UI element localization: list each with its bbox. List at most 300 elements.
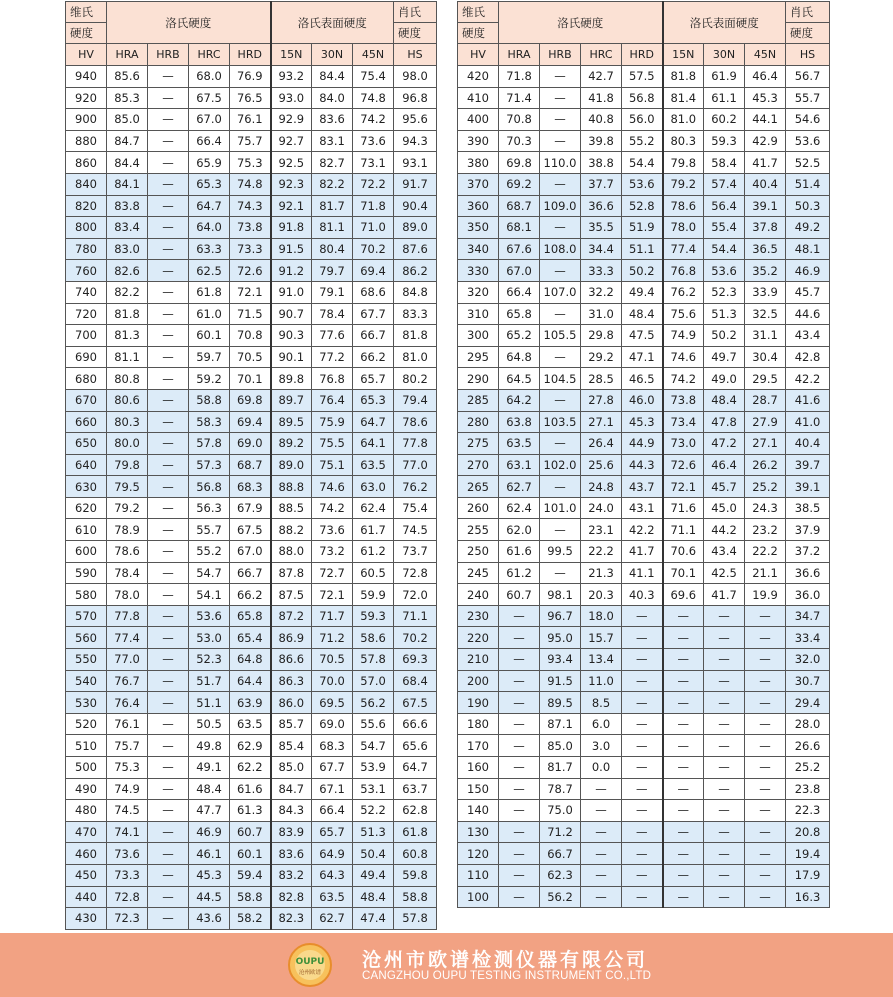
table-cell: 53.6: [786, 130, 830, 152]
table-cell: 80.8: [107, 368, 148, 390]
table-cell: 84.4: [107, 152, 148, 174]
table-cell: 45.7: [786, 281, 830, 303]
table-row: [458, 454, 830, 476]
table-cell: 66.7: [540, 843, 581, 865]
table-cell: 550: [66, 649, 107, 671]
table-cell: —: [622, 886, 663, 908]
table-cell: 33.4: [786, 627, 830, 649]
table-cell: 72.1: [312, 584, 353, 606]
table-cell: 79.5: [107, 476, 148, 498]
vickers-header-sub: 硬度: [66, 23, 107, 44]
table-cell: 78.0: [107, 584, 148, 606]
table-cell: 210: [458, 649, 499, 671]
table-cell: 88.2: [271, 519, 312, 541]
table-cell: 70.3: [499, 130, 540, 152]
table-row: [458, 519, 830, 541]
table-cell: 83.0: [107, 238, 148, 260]
table-cell: 73.8: [663, 389, 704, 411]
table-cell: —: [148, 735, 189, 757]
table-cell: —: [540, 217, 581, 239]
table-cell: 320: [458, 281, 499, 303]
table-cell: 79.2: [663, 173, 704, 195]
table-cell: 53.6: [189, 605, 230, 627]
table-cell: 66.4: [189, 130, 230, 152]
table-cell: 56.2: [540, 886, 581, 908]
table-cell: 65.6: [394, 735, 437, 757]
table-cell: 66.6: [394, 713, 437, 735]
table-cell: 92.5: [271, 152, 312, 174]
table-row: [66, 649, 437, 671]
table-cell: 72.1: [230, 281, 271, 303]
table-row: [66, 735, 437, 757]
table-cell: —: [148, 238, 189, 260]
table-cell: 180: [458, 713, 499, 735]
table-cell: 50.2: [622, 260, 663, 282]
table-cell: 17.9: [786, 864, 830, 886]
table-cell: 86.6: [271, 649, 312, 671]
table-cell: 81.8: [663, 66, 704, 88]
table-cell: 29.4: [786, 692, 830, 714]
table-cell: 27.9: [745, 411, 786, 433]
table-cell: —: [622, 800, 663, 822]
table-cell: —: [148, 433, 189, 455]
table-cell: 72.8: [394, 562, 437, 584]
table-cell: 83.6: [312, 109, 353, 131]
table-cell: 33.3: [581, 260, 622, 282]
table-cell: 91.8: [271, 217, 312, 239]
table-row: [66, 454, 437, 476]
table-cell: 50.5: [189, 713, 230, 735]
table-cell: 58.4: [704, 152, 745, 174]
table-row: [458, 649, 830, 671]
table-cell: 81.8: [394, 325, 437, 347]
table-cell: 48.1: [786, 238, 830, 260]
table-cell: 47.1: [622, 346, 663, 368]
table-cell: 295: [458, 346, 499, 368]
table-cell: 53.9: [353, 757, 394, 779]
table-cell: 74.2: [312, 497, 353, 519]
table-row: [66, 325, 437, 347]
table-cell: 59.9: [353, 584, 394, 606]
table-cell: —: [540, 433, 581, 455]
table-cell: —: [148, 346, 189, 368]
table-cell: 610: [66, 519, 107, 541]
table-row: [66, 908, 437, 930]
table-cell: 53.0: [189, 627, 230, 649]
table-cell: 81.1: [312, 217, 353, 239]
table-cell: 500: [66, 757, 107, 779]
table-cell: 620: [66, 497, 107, 519]
table-cell: 81.1: [107, 346, 148, 368]
table-cell: 72.1: [663, 476, 704, 498]
table-cell: 72.8: [107, 886, 148, 908]
table-cell: —: [499, 713, 540, 735]
table-cell: 75.4: [394, 497, 437, 519]
table-cell: 102.0: [540, 454, 581, 476]
table-cell: 84.7: [271, 778, 312, 800]
table-cell: 25.2: [745, 476, 786, 498]
table-cell: 62.4: [499, 497, 540, 519]
table-cell: 67.9: [230, 497, 271, 519]
table-cell: —: [148, 130, 189, 152]
table-cell: 75.0: [540, 800, 581, 822]
column-header: HRB: [148, 44, 189, 66]
table-cell: 31.0: [581, 303, 622, 325]
table-cell: 96.7: [540, 605, 581, 627]
table-cell: 56.3: [189, 497, 230, 519]
table-cell: 57.8: [394, 908, 437, 930]
table-row: [458, 497, 830, 519]
table-cell: 660: [66, 411, 107, 433]
column-header: HRD: [230, 44, 271, 66]
table-cell: 45.0: [704, 497, 745, 519]
table-cell: 46.4: [745, 66, 786, 88]
table-cell: 35.5: [581, 217, 622, 239]
table-cell: 73.2: [312, 541, 353, 563]
table-cell: 103.5: [540, 411, 581, 433]
table-cell: 83.1: [312, 130, 353, 152]
column-header: HRB: [540, 44, 581, 66]
table-row: [66, 864, 437, 886]
table-cell: 510: [66, 735, 107, 757]
table-cell: 69.8: [230, 389, 271, 411]
table-cell: 88.8: [271, 476, 312, 498]
table-cell: 44.1: [745, 109, 786, 131]
table-cell: —: [499, 886, 540, 908]
table-cell: —: [148, 605, 189, 627]
table-cell: 77.2: [312, 346, 353, 368]
table-cell: —: [540, 66, 581, 88]
table-cell: 19.4: [786, 843, 830, 865]
table-cell: 105.5: [540, 325, 581, 347]
table-cell: 78.4: [312, 303, 353, 325]
table-cell: 91.5: [271, 238, 312, 260]
table-row: [458, 627, 830, 649]
table-cell: 285: [458, 389, 499, 411]
table-cell: 340: [458, 238, 499, 260]
table-row: [458, 260, 830, 282]
table-cell: 68.4: [394, 670, 437, 692]
table-cell: 58.3: [189, 411, 230, 433]
table-cell: 59.8: [394, 864, 437, 886]
table-cell: —: [148, 670, 189, 692]
table-cell: 40.8: [581, 109, 622, 131]
table-cell: —: [148, 195, 189, 217]
table-row: [458, 66, 830, 88]
table-cell: 44.3: [622, 454, 663, 476]
table-row: [458, 325, 830, 347]
table-cell: —: [148, 368, 189, 390]
table-cell: —: [663, 778, 704, 800]
table-cell: 74.8: [230, 173, 271, 195]
table-cell: —: [148, 692, 189, 714]
table-cell: 13.4: [581, 649, 622, 671]
table-cell: 74.2: [353, 109, 394, 131]
table-row: [66, 562, 437, 584]
table-cell: 89.0: [394, 217, 437, 239]
table-row: [66, 152, 437, 174]
table-cell: 700: [66, 325, 107, 347]
table-cell: 58.6: [353, 627, 394, 649]
table-cell: 6.0: [581, 713, 622, 735]
table-cell: 61.3: [230, 800, 271, 822]
table-cell: 46.9: [189, 821, 230, 843]
table-cell: 460: [66, 843, 107, 865]
company-name-en: CANGZHOU OUPU TESTING INSTRUMENT CO.,LTD: [362, 970, 652, 982]
table-cell: 79.4: [394, 389, 437, 411]
table-cell: 860: [66, 152, 107, 174]
table-cell: 78.0: [663, 217, 704, 239]
table-cell: 54.7: [353, 735, 394, 757]
table-cell: —: [704, 778, 745, 800]
table-cell: 67.5: [394, 692, 437, 714]
table-cell: 55.4: [704, 217, 745, 239]
table-cell: —: [745, 649, 786, 671]
table-cell: 54.7: [189, 562, 230, 584]
table-cell: 69.8: [499, 152, 540, 174]
table-cell: 67.7: [312, 757, 353, 779]
table-cell: 140: [458, 800, 499, 822]
table-row: [66, 303, 437, 325]
column-header: HV: [458, 44, 499, 66]
table-cell: 41.8: [581, 87, 622, 109]
table-cell: 64.9: [312, 843, 353, 865]
table-row: [458, 864, 830, 886]
table-cell: 56.8: [622, 87, 663, 109]
table-cell: 74.9: [107, 778, 148, 800]
table-cell: 47.7: [189, 800, 230, 822]
table-cell: 72.6: [663, 454, 704, 476]
table-cell: 40.4: [745, 173, 786, 195]
table-cell: 29.2: [581, 346, 622, 368]
table-cell: 54.4: [704, 238, 745, 260]
table-cell: 590: [66, 562, 107, 584]
table-cell: 88.0: [271, 541, 312, 563]
column-header-row: [458, 44, 830, 66]
table-cell: 93.2: [271, 66, 312, 88]
table-cell: —: [663, 886, 704, 908]
table-cell: 22.2: [581, 541, 622, 563]
table-cell: 71.5: [230, 303, 271, 325]
table-cell: 670: [66, 389, 107, 411]
table-cell: 160: [458, 757, 499, 779]
table-cell: —: [704, 627, 745, 649]
table-cell: —: [581, 886, 622, 908]
table-cell: 74.9: [663, 325, 704, 347]
table-cell: 52.8: [622, 195, 663, 217]
table-cell: 70.6: [663, 541, 704, 563]
table-cell: 54.6: [786, 109, 830, 131]
table-cell: 68.6: [353, 281, 394, 303]
table-cell: 61.6: [499, 541, 540, 563]
table-cell: 58.8: [394, 886, 437, 908]
table-cell: 81.0: [663, 109, 704, 131]
column-header: HRC: [189, 44, 230, 66]
table-cell: 61.2: [353, 541, 394, 563]
table-cell: 74.6: [663, 346, 704, 368]
table-cell: —: [148, 303, 189, 325]
table-cell: —: [622, 864, 663, 886]
table-cell: 430: [66, 908, 107, 930]
table-cell: 76.1: [230, 109, 271, 131]
table-cell: —: [622, 627, 663, 649]
table-row: [458, 130, 830, 152]
table-cell: 75.3: [107, 757, 148, 779]
table-cell: 61.8: [394, 821, 437, 843]
table-row: [458, 670, 830, 692]
table-cell: 61.1: [704, 87, 745, 109]
table-cell: 69.4: [230, 411, 271, 433]
table-cell: 72.0: [394, 584, 437, 606]
table-cell: —: [663, 735, 704, 757]
table-cell: —: [499, 843, 540, 865]
table-row: [66, 519, 437, 541]
table-cell: —: [745, 864, 786, 886]
table-cell: 76.8: [663, 260, 704, 282]
table-cell: 110.0: [540, 152, 581, 174]
company-name-cn: 沧州市欧谱检测仪器有限公司: [362, 949, 649, 971]
table-cell: —: [745, 692, 786, 714]
table-cell: 81.3: [107, 325, 148, 347]
table-cell: —: [704, 670, 745, 692]
table-cell: 74.8: [353, 87, 394, 109]
table-cell: 170: [458, 735, 499, 757]
company-footer: [0, 933, 893, 997]
table-cell: 24.8: [581, 476, 622, 498]
logo-text: OUPU: [295, 957, 325, 967]
table-cell: —: [622, 843, 663, 865]
table-cell: 74.2: [663, 368, 704, 390]
table-cell: 68.3: [312, 735, 353, 757]
table-cell: 63.5: [230, 713, 271, 735]
table-cell: 86.0: [271, 692, 312, 714]
table-cell: —: [148, 411, 189, 433]
table-cell: 41.7: [622, 541, 663, 563]
table-cell: 400: [458, 109, 499, 131]
table-cell: 780: [66, 238, 107, 260]
table-cell: 41.6: [786, 389, 830, 411]
table-cell: 100: [458, 886, 499, 908]
table-cell: —: [540, 346, 581, 368]
table-cell: —: [148, 649, 189, 671]
table-cell: 41.7: [745, 152, 786, 174]
table-cell: 38.8: [581, 152, 622, 174]
table-cell: 47.8: [704, 411, 745, 433]
table-cell: 800: [66, 217, 107, 239]
table-cell: 63.9: [230, 692, 271, 714]
table-cell: 87.8: [271, 562, 312, 584]
superficial-header: 洛氏表面硬度: [663, 2, 786, 44]
table-cell: 36.6: [786, 562, 830, 584]
table-cell: 36.5: [745, 238, 786, 260]
table-cell: 87.2: [271, 605, 312, 627]
table-cell: 45.3: [622, 411, 663, 433]
table-cell: —: [622, 757, 663, 779]
table-cell: —: [148, 497, 189, 519]
table-cell: 50.2: [704, 325, 745, 347]
table-cell: 76.2: [663, 281, 704, 303]
table-cell: 41.0: [786, 411, 830, 433]
table-cell: 275: [458, 433, 499, 455]
table-cell: 54.1: [189, 584, 230, 606]
table-cell: 74.1: [107, 821, 148, 843]
table-cell: 83.3: [394, 303, 437, 325]
table-cell: 89.8: [271, 368, 312, 390]
table-cell: —: [540, 303, 581, 325]
table-cell: 66.4: [312, 800, 353, 822]
vickers-header: 维氏: [66, 2, 107, 23]
table-cell: 77.8: [394, 433, 437, 455]
table-cell: 74.5: [394, 519, 437, 541]
column-header: HRA: [499, 44, 540, 66]
table-cell: 64.7: [394, 757, 437, 779]
table-cell: 84.7: [107, 130, 148, 152]
table-cell: 90.7: [271, 303, 312, 325]
table-cell: 570: [66, 605, 107, 627]
table-cell: —: [704, 843, 745, 865]
table-cell: 73.1: [353, 152, 394, 174]
table-cell: 34.4: [581, 238, 622, 260]
table-cell: 65.8: [499, 303, 540, 325]
table-cell: 67.5: [230, 519, 271, 541]
table-row: [66, 692, 437, 714]
table-cell: —: [704, 800, 745, 822]
table-cell: 45.3: [189, 864, 230, 886]
table-cell: 63.5: [312, 886, 353, 908]
table-cell: 740: [66, 281, 107, 303]
table-cell: 380: [458, 152, 499, 174]
table-cell: 470: [66, 821, 107, 843]
table-cell: 62.7: [499, 476, 540, 498]
table-cell: 280: [458, 411, 499, 433]
table-cell: 600: [66, 541, 107, 563]
table-cell: 41.7: [704, 584, 745, 606]
column-header: 15N: [663, 44, 704, 66]
table-cell: 90.4: [394, 195, 437, 217]
table-cell: 62.7: [312, 908, 353, 930]
table-cell: 49.1: [189, 757, 230, 779]
table-row: [458, 843, 830, 865]
table-cell: 31.1: [745, 325, 786, 347]
table-cell: 36.0: [786, 584, 830, 606]
table-cell: 64.7: [353, 411, 394, 433]
table-cell: 42.7: [581, 66, 622, 88]
table-cell: 107.0: [540, 281, 581, 303]
table-cell: 62.9: [230, 735, 271, 757]
table-cell: 49.4: [622, 281, 663, 303]
table-cell: 92.3: [271, 173, 312, 195]
table-cell: 63.5: [353, 454, 394, 476]
table-cell: 75.5: [312, 433, 353, 455]
table-cell: 91.5: [540, 670, 581, 692]
table-cell: 87.6: [394, 238, 437, 260]
table-row: [458, 238, 830, 260]
superficial-header: 洛氏表面硬度: [271, 2, 394, 44]
table-cell: 46.1: [189, 843, 230, 865]
table-cell: 37.8: [745, 217, 786, 239]
table-cell: 73.3: [107, 864, 148, 886]
table-cell: 370: [458, 173, 499, 195]
table-row: [458, 173, 830, 195]
table-cell: 88.5: [271, 497, 312, 519]
table-cell: 70.5: [230, 346, 271, 368]
table-cell: 76.7: [107, 670, 148, 692]
table-cell: 82.3: [271, 908, 312, 930]
table-cell: 78.7: [540, 778, 581, 800]
table-row: [458, 605, 830, 627]
table-cell: 28.7: [745, 389, 786, 411]
table-cell: 73.7: [394, 541, 437, 563]
